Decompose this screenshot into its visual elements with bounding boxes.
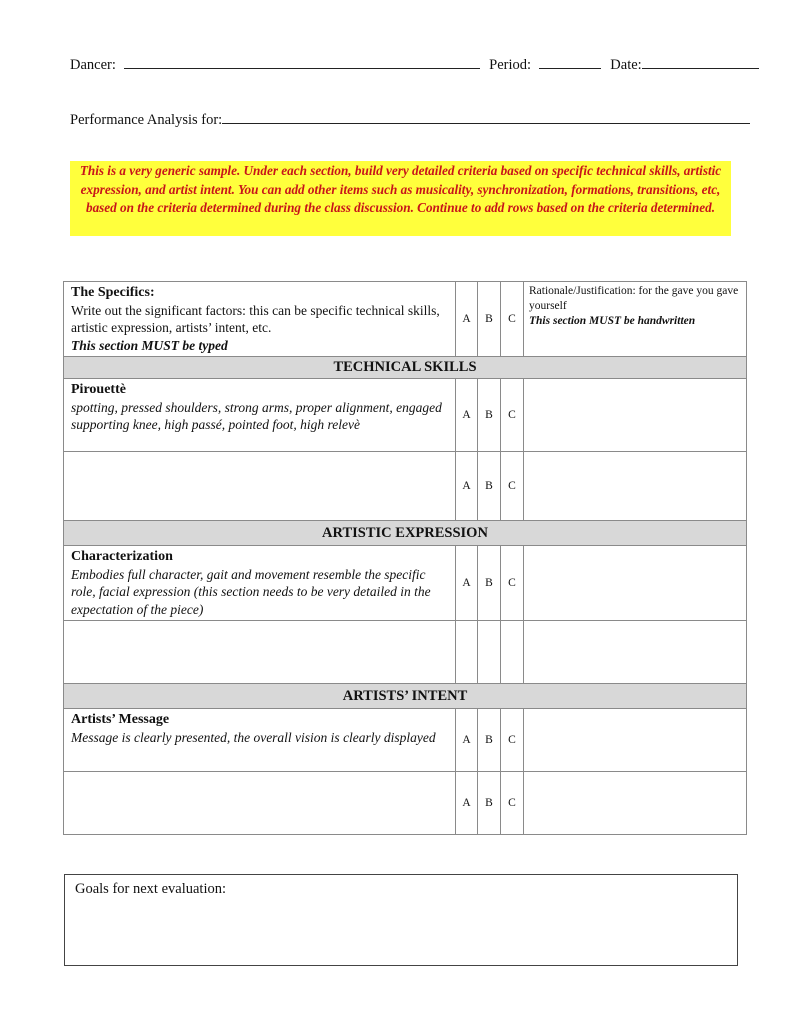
grade-c-option[interactable]: C <box>501 709 524 772</box>
rubric-header-row <box>64 282 747 357</box>
specifics-title: The Specifics: <box>71 285 155 300</box>
grade-c-option[interactable]: C <box>501 546 524 621</box>
grade-c-option[interactable]: C <box>501 379 524 452</box>
rationale-cell[interactable] <box>524 379 747 452</box>
grade-b-option[interactable] <box>478 621 501 684</box>
grade-a-option[interactable]: A <box>456 379 478 452</box>
rationale-note: This section MUST be handwritten <box>529 315 696 327</box>
section-heading-artists-intent <box>64 684 747 709</box>
grade-b-option[interactable]: B <box>478 379 501 452</box>
instruction-notice: This is a very generic sample. Under each section, build very detailed criteria based on specific technical skills, artistic expression, and artist intent. You can add other items such as musicality, synchronization, formations, transitions, etc, based on the criteria determined during the class discussion. Continue to add rows based on the criteria determined. <box>70 161 731 236</box>
grade-a-option[interactable] <box>456 621 478 684</box>
header-row-analysis <box>70 108 750 129</box>
grade-a-option[interactable]: A <box>456 772 478 835</box>
criterion-cell[interactable] <box>64 621 456 684</box>
blank-criterion-row <box>64 452 747 521</box>
specifics-description: Write out the significant factors: this can be specific technical skills, artistic expression, artists’ intent, etc. <box>71 302 440 335</box>
criterion-cell[interactable] <box>64 772 456 835</box>
grade-b-option[interactable]: B <box>478 546 501 621</box>
specifics-note: This section MUST be typed <box>71 337 228 353</box>
grade-a-option[interactable]: A <box>456 452 478 521</box>
rationale-cell[interactable] <box>524 772 747 835</box>
analysis-label: Performance Analysis for: <box>70 112 223 128</box>
grade-c-option[interactable] <box>501 621 524 684</box>
criterion-cell[interactable] <box>64 546 456 621</box>
section-heading-technical-skills <box>64 357 747 379</box>
blank-criterion-row <box>64 621 747 684</box>
criterion-cell[interactable] <box>64 709 456 772</box>
grade-c-option[interactable]: C <box>501 452 524 521</box>
grade-b-option[interactable]: B <box>478 772 501 835</box>
grade-b-header: B <box>478 282 501 357</box>
criterion-text: Embodies full character, gait and movement resemble the specific role, facial expression (this section needs to be very detailed in the expectation of the piece) <box>71 566 431 617</box>
analysis-field[interactable] <box>222 108 750 124</box>
blank-criterion-row <box>64 772 747 835</box>
criterion-text: spotting, pressed shoulders, strong arms, proper alignment, engaged supporting knee, high passé, pointed foot, high relevè <box>71 399 442 432</box>
grade-a-header: A <box>456 282 478 357</box>
section-heading: TECHNICAL SKILLS <box>64 357 747 379</box>
rubric-table <box>63 281 747 835</box>
date-label: Date: <box>610 57 642 73</box>
dancer-field[interactable] <box>124 53 480 69</box>
grade-b-option[interactable]: B <box>478 452 501 521</box>
specifics-cell <box>64 282 456 357</box>
rationale-header-cell <box>524 282 747 357</box>
criterion-text: Message is clearly presented, the overall vision is clearly displayed <box>71 729 436 745</box>
grade-b-option[interactable]: B <box>478 709 501 772</box>
grade-a-option[interactable]: A <box>456 709 478 772</box>
criterion-cell[interactable] <box>64 379 456 452</box>
goals-box[interactable] <box>64 874 738 966</box>
period-label: Period: <box>489 57 532 73</box>
criterion-row <box>64 546 747 621</box>
rationale-cell[interactable] <box>524 709 747 772</box>
grade-c-option[interactable]: C <box>501 772 524 835</box>
goals-label: Goals for next evaluation: <box>75 881 226 897</box>
rationale-title: Rationale/Justification: for the gave you gave yourself <box>529 285 739 312</box>
rationale-cell[interactable] <box>524 546 747 621</box>
rationale-cell[interactable] <box>524 621 747 684</box>
section-heading: ARTISTS’ INTENT <box>64 684 747 709</box>
grade-a-option[interactable]: A <box>456 546 478 621</box>
dancer-label: Dancer: <box>70 57 116 73</box>
rationale-cell[interactable] <box>524 452 747 521</box>
section-heading-artistic-expression <box>64 521 747 546</box>
header-row-dancer <box>70 53 759 74</box>
criterion-cell[interactable] <box>64 452 456 521</box>
criterion-title: Artists’ Message <box>71 712 170 727</box>
criterion-row <box>64 379 747 452</box>
section-heading: ARTISTIC EXPRESSION <box>64 521 747 546</box>
date-field[interactable] <box>642 53 759 69</box>
period-field[interactable] <box>539 53 601 69</box>
criterion-row <box>64 709 747 772</box>
grade-c-header: C <box>501 282 524 357</box>
criterion-title: Characterization <box>71 549 173 564</box>
criterion-title: Pirouettè <box>71 382 126 397</box>
